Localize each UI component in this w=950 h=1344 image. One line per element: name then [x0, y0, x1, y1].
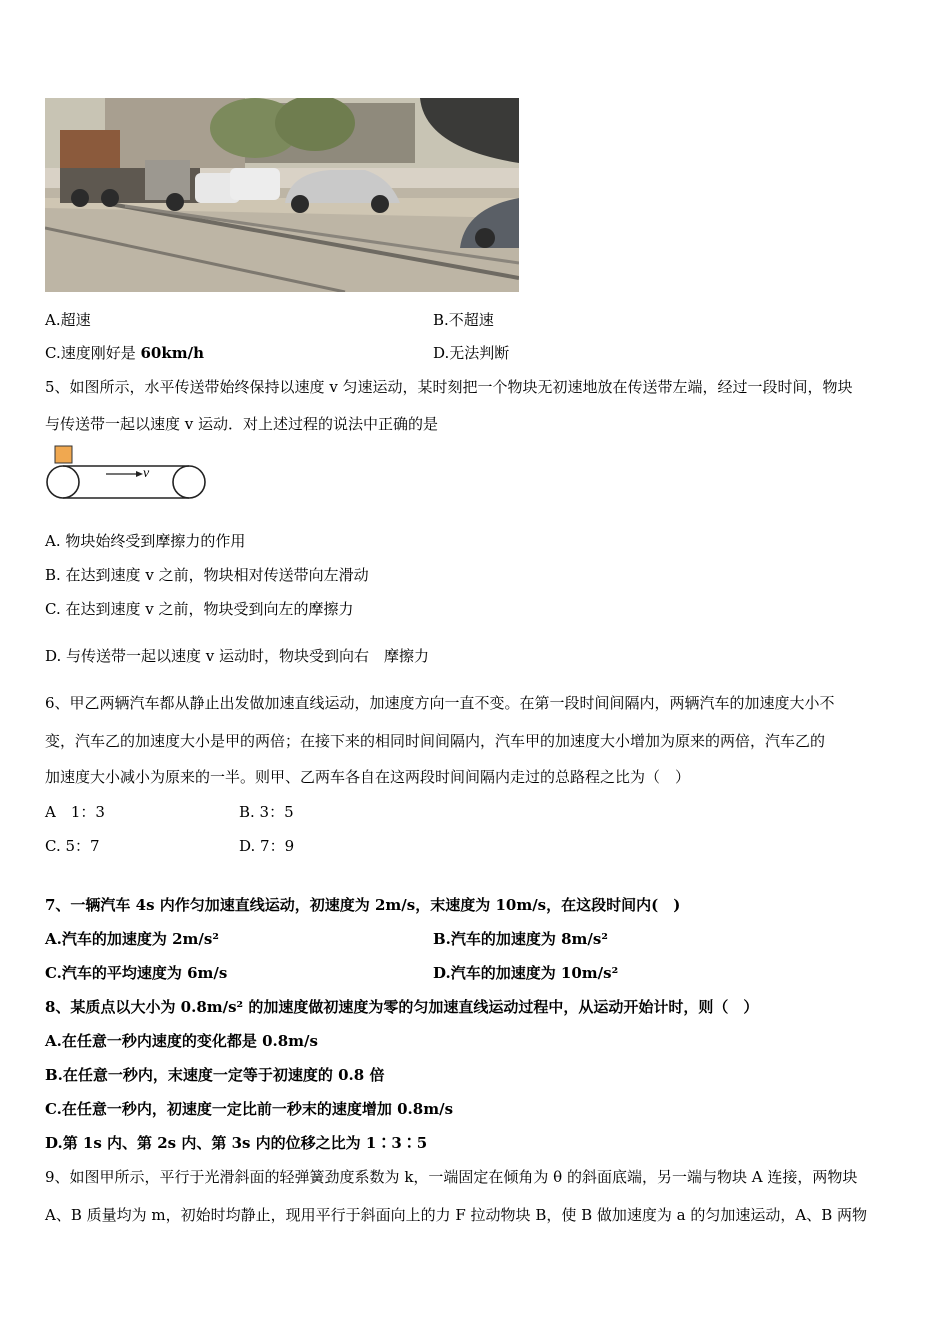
- q6-option-d: D. 7：9: [239, 837, 295, 855]
- q5-stem-line1: 5、如图所示，水平传送带始终保持以速度 v 匀速运动，某时刻把一个物块无初速地放在传送带左端，经过一段时间，物块: [45, 378, 853, 396]
- q7-option-b: B.汽车的加速度为 8m/s²: [433, 930, 608, 948]
- q6-option-c: C. 5：7: [45, 837, 100, 855]
- road-photo: [45, 98, 519, 292]
- q8-stem: 8、某质点以大小为 0.8m/s² 的加速度做初速度为零的匀加速直线运动过程中，从运动开始计时，则（ ）: [45, 998, 759, 1016]
- q5-option-b: B. 在达到速度 v 之前，物块相对传送带向左滑动: [45, 566, 369, 584]
- q8-option-c: C.在任意一秒内，初速度一定比前一秒末的速度增加 0.8m/s: [45, 1100, 454, 1118]
- q6-stem-line1: 6、甲乙两辆汽车都从静止出发做加速直线运动，加速度方向一直不变。在第一段时间间隔内，两辆汽车的加速度大小不: [45, 694, 835, 712]
- q5-option-d: D. 与传送带一起以速度 v 运动时，物块受到向右 摩擦力: [45, 647, 430, 665]
- road-scene-image: [45, 98, 519, 292]
- q8-option-b: B.在任意一秒内，末速度一定等于初速度的 0.8 倍: [45, 1066, 385, 1084]
- q7-option-d: D.汽车的加速度为 10m/s²: [433, 964, 619, 982]
- q4-option-b: B.不超速: [433, 311, 494, 329]
- q5-option-a: A. 物块始终受到摩擦力的作用: [45, 532, 246, 550]
- q7-option-c: C.汽车的平均速度为 6m/s: [45, 964, 228, 982]
- left-pulley-icon: [47, 466, 79, 498]
- block-icon: [55, 446, 72, 463]
- q6-stem-line3: 加速度大小减小为原来的一半。则甲、乙两车各自在这两段时间间隔内走过的总路程之比为（ ）: [45, 768, 691, 786]
- q6-option-a: A 1：3: [45, 803, 105, 821]
- right-pulley-icon: [173, 466, 205, 498]
- q4-option-c-value: 60km/h: [140, 344, 205, 362]
- q7-option-a: A.汽车的加速度为 2m/s²: [45, 930, 219, 948]
- q8-option-a: A.在任意一秒内速度的变化都是 0.8m/s: [45, 1032, 318, 1050]
- q4-option-d: D.无法判断: [433, 344, 510, 362]
- q4-option-c-prefix: C.速度刚好是: [45, 344, 141, 362]
- q6-option-b: B. 3：5: [239, 803, 294, 821]
- q6-stem-line2: 变，汽车乙的加速度大小是甲的两倍；在接下来的相同时间间隔内，汽车甲的加速度大小增加为原来的两倍，汽车乙的: [45, 732, 826, 750]
- conveyor-belt-figure: [44, 445, 209, 501]
- q8-option-d: D.第 1s 内、第 2s 内、第 3s 内的位移之比为 1∶3∶5: [45, 1134, 428, 1152]
- q4-option-a: A.超速: [45, 311, 91, 329]
- velocity-label: v: [143, 466, 150, 481]
- q5-stem-line2: 与传送带一起以速度 v 运动．对上述过程的说法中正确的是: [45, 415, 439, 433]
- q4-option-c: [45, 343, 204, 363]
- q5-option-c: C. 在达到速度 v 之前，物块受到向左的摩擦力: [45, 600, 354, 618]
- q9-stem-line2: A、B 质量均为 m，初始时均静止，现用平行于斜面向上的力 F 拉动物块 B，使 B 做加速度为 a 的匀加速运动，A、B 两物: [45, 1206, 868, 1224]
- q7-stem: 7、一辆汽车 4s 内作匀加速直线运动，初速度为 2m/s，末速度为 10m/s，在这段时间内( ): [45, 896, 681, 914]
- conveyor-belt-diagram: [44, 445, 209, 501]
- q9-stem-line1: 9、如图甲所示，平行于光滑斜面的轻弹簧劲度系数为 k，一端固定在倾角为 θ 的斜面底端，另一端与物块 A 连接，两物块: [45, 1168, 858, 1186]
